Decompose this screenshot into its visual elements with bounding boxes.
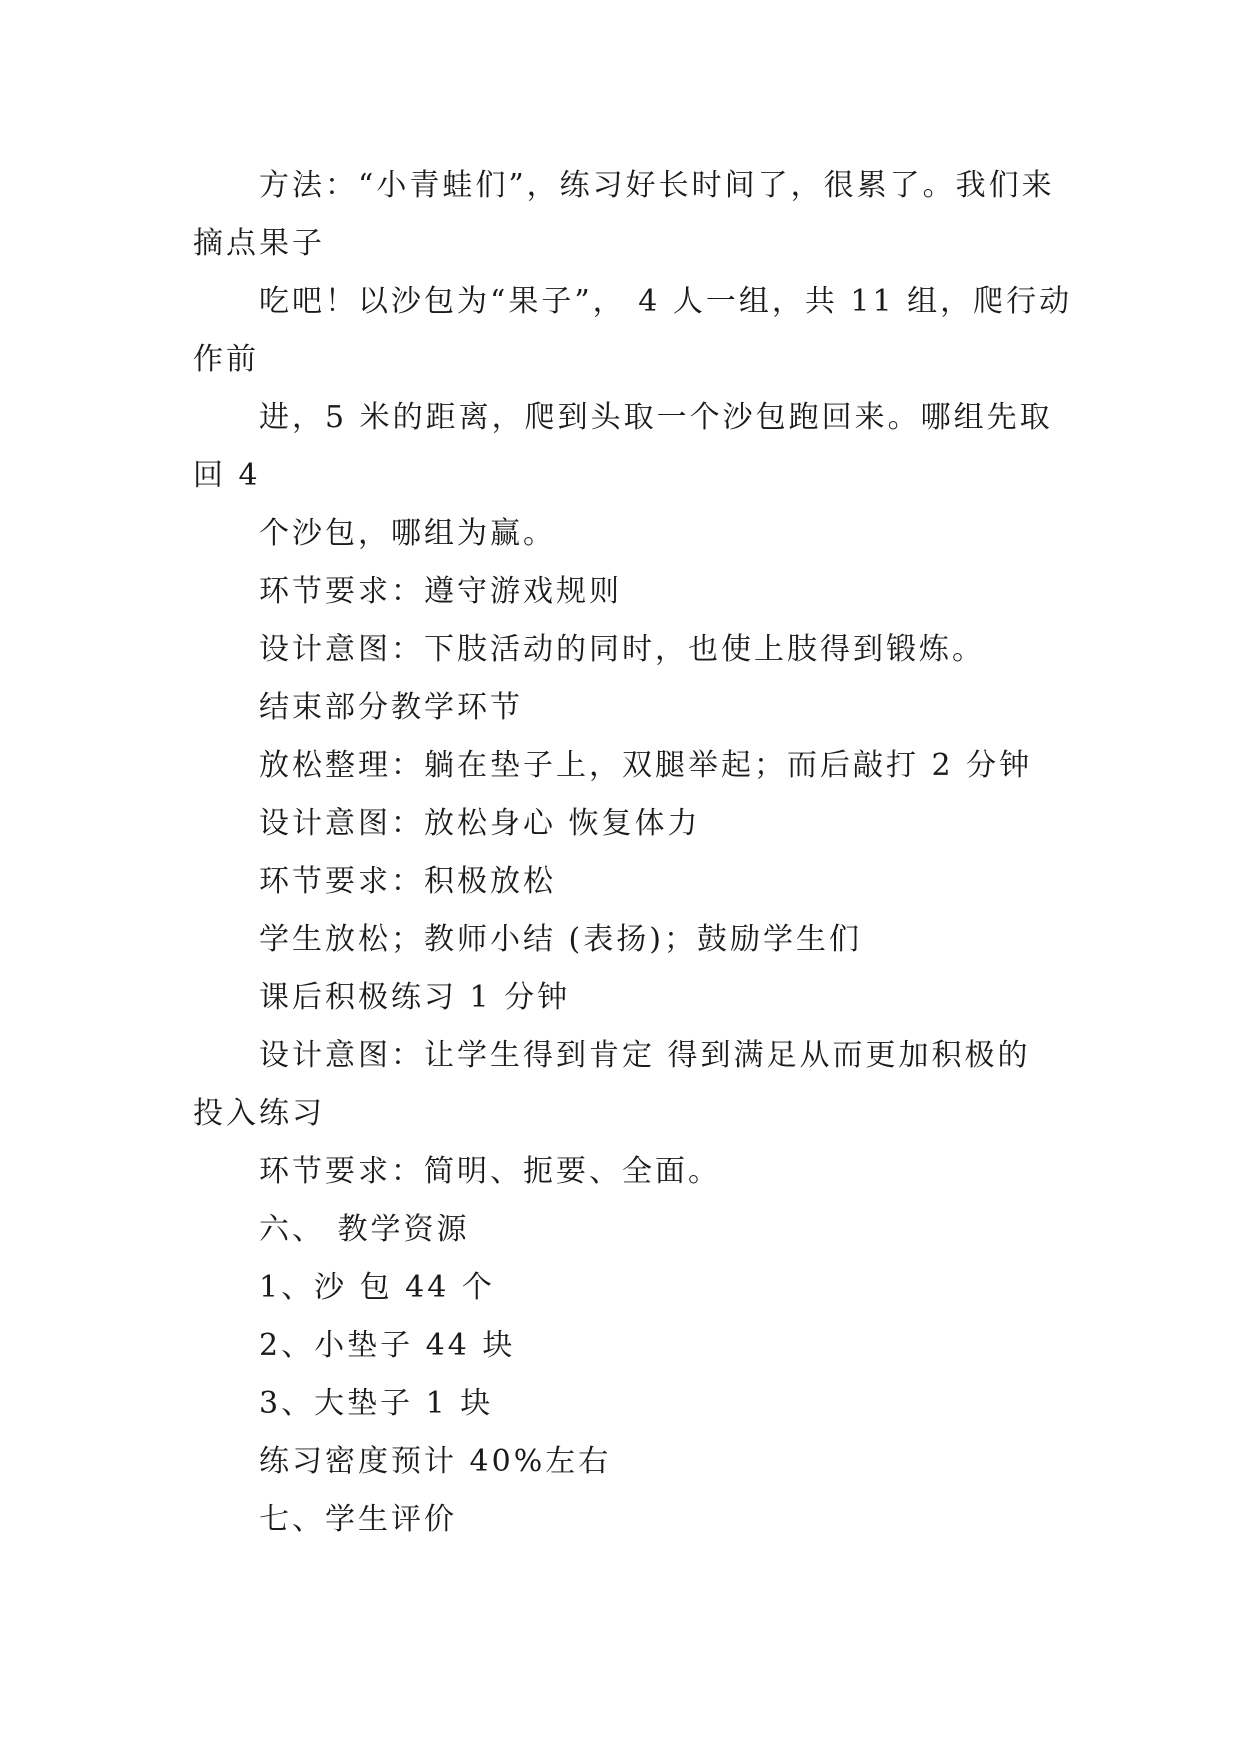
paragraph-line: 课后积极练习 1 分钟 [259, 980, 571, 1015]
section-heading: 六、 教学资源 [259, 1212, 470, 1247]
paragraph-line: 进，5 米的距离，爬到头取一个沙包跑回来。哪组先取 [259, 400, 1053, 435]
paragraph-line: 摘点果子 [193, 226, 325, 261]
list-item: 1、沙 包 44 个 [259, 1270, 495, 1305]
paragraph-line: 吃吧！以沙包为“果子”， 4 人一组，共 11 组，爬行动 [259, 284, 1073, 319]
paragraph-line: 设计意图：让学生得到肯定 得到满足从而更加积极的 [259, 1038, 1031, 1073]
paragraph-line: 学生放松；教师小结 (表扬)；鼓励学生们 [259, 922, 862, 957]
paragraph-line: 投入练习 [193, 1096, 325, 1131]
paragraph-line: 环节要求：积极放松 [259, 864, 556, 899]
section-heading: 七、学生评价 [259, 1502, 457, 1537]
paragraph-line: 放松整理：躺在垫子上，双腿举起；而后敲打 2 分钟 [259, 748, 1033, 783]
paragraph-line: 环节要求：遵守游戏规则 [259, 574, 622, 609]
section-heading: 结束部分教学环节 [259, 690, 523, 725]
paragraph-line: 设计意图：下肢活动的同时，也使上肢得到锻炼。 [259, 632, 985, 667]
paragraph-line: 环节要求：简明、扼要、全面。 [259, 1154, 721, 1189]
list-item: 3、大垫子 1 块 [259, 1386, 494, 1421]
paragraph-line: 作前 [193, 342, 259, 377]
paragraph-line: 设计意图：放松身心 恢复体力 [259, 806, 701, 841]
paragraph-line: 方法：“小青蛙们”，练习好长时间了，很累了。我们来 [259, 168, 1055, 203]
list-item: 2、小垫子 44 块 [259, 1328, 516, 1363]
paragraph-line: 回 4 [193, 458, 261, 493]
paragraph-line: 练习密度预计 40%左右 [259, 1444, 612, 1479]
paragraph-line: 个沙包，哪组为赢。 [259, 516, 556, 551]
